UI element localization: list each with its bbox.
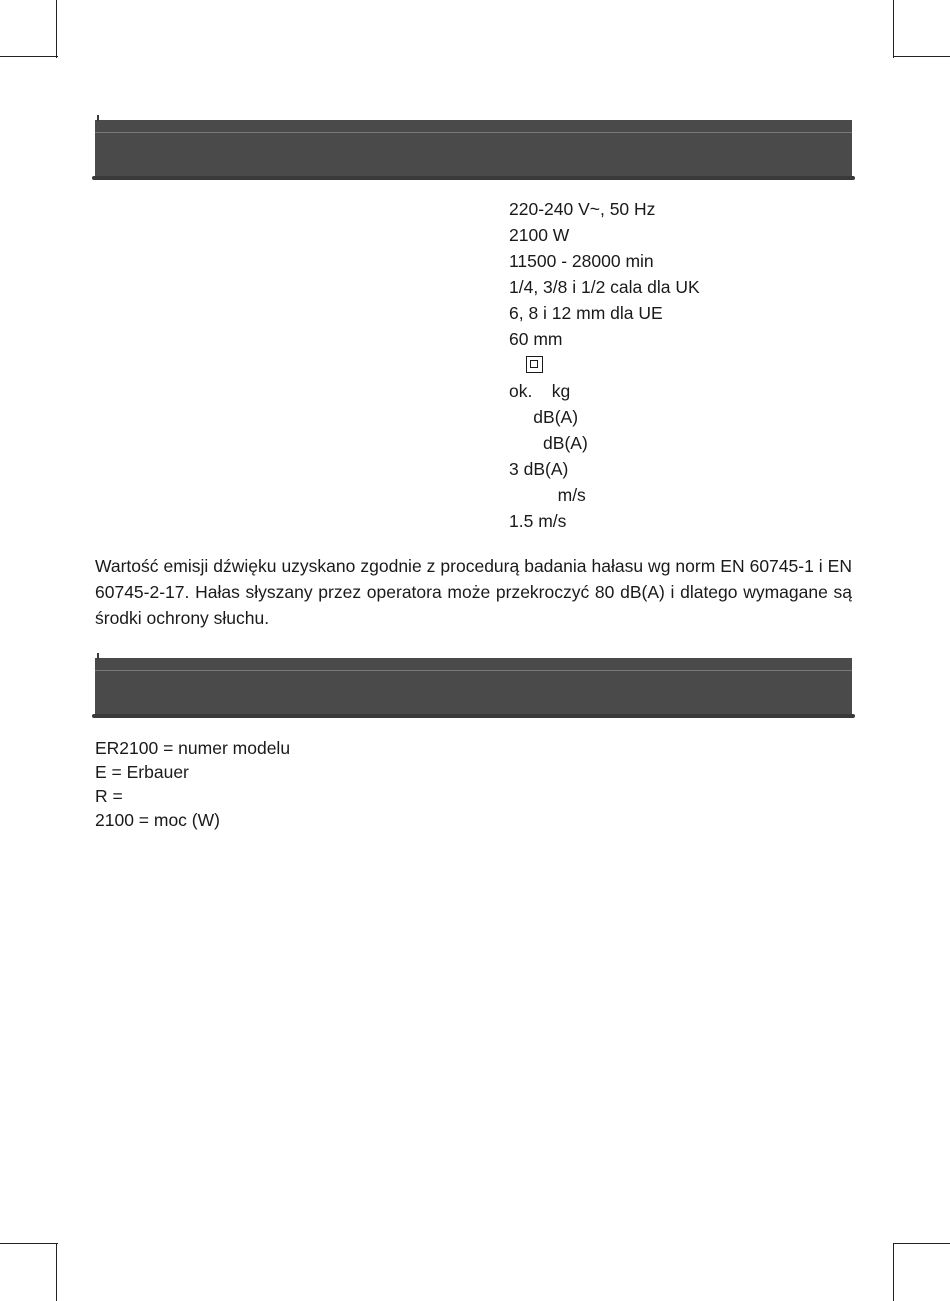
double-insulation-icon <box>526 356 543 373</box>
section-header-bar-model <box>95 658 852 716</box>
spec-protection-class <box>509 352 700 378</box>
crop-mark <box>893 0 894 58</box>
spec-voltage: 220-240 V~, 50 Hz <box>509 199 656 219</box>
spec-sound-power: dB(A) <box>509 433 588 453</box>
crop-mark <box>0 1243 58 1244</box>
spec-collet-uk: 1/4, 3/8 i 1/2 cala dla UK <box>509 277 700 297</box>
spec-plunge-depth: 60 mm <box>509 329 563 349</box>
model-number-list <box>95 736 290 832</box>
spec-speed: 11500 - 28000 min <box>509 251 654 271</box>
spec-vibration-uncertainty: 1.5 m/s <box>509 511 567 531</box>
spec-uncertainty: 3 dB(A) <box>509 459 569 479</box>
crop-mark <box>56 1243 57 1301</box>
spec-values-list <box>509 196 700 534</box>
spec-power: 2100 W <box>509 225 570 245</box>
section-header-bar-specifications <box>95 120 852 178</box>
noise-emission-paragraph: Wartość emisji dźwięku uzyskano zgodnie z procedurą badania hałasu wg norm EN 60745-1 i EN 60745-2-17. Hałas słyszany przez operatora może przekroczyć 80 dB(A) i dlatego wymagane są środki ochrony słuchu. <box>95 556 852 628</box>
spec-weight: ok. kg <box>509 381 571 401</box>
crop-mark <box>893 1243 950 1244</box>
bar-tick <box>97 115 99 121</box>
spec-sound-pressure: dB(A) <box>509 407 579 427</box>
model-line: ER2100 = numer modelu <box>95 738 291 758</box>
crop-mark <box>893 1243 894 1301</box>
model-line: E = Erbauer <box>95 762 189 782</box>
crop-mark <box>0 56 58 57</box>
model-line: 2100 = moc (W) <box>95 810 220 830</box>
spec-vibration: m/s <box>509 485 586 505</box>
bar-tick <box>97 653 99 659</box>
spec-collet-eu: 6, 8 i 12 mm dla UE <box>509 303 663 323</box>
crop-mark <box>893 56 950 57</box>
model-line: R = <box>95 786 128 806</box>
crop-mark <box>56 0 57 58</box>
